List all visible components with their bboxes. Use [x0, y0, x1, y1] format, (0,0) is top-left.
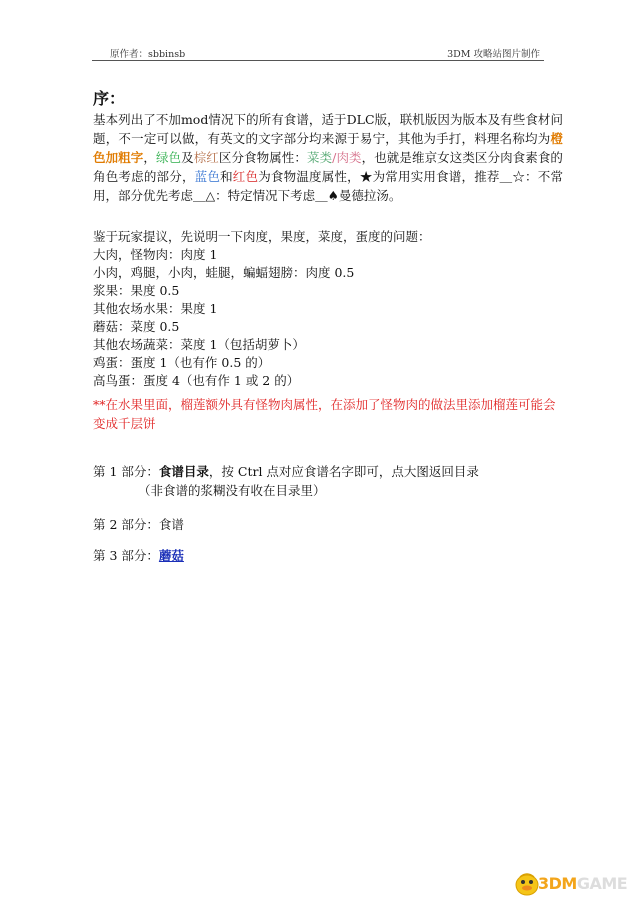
- food-type-legend: 菜类: [306, 150, 333, 165]
- part-1-sub: （非食谱的浆糊没有收在目录里）: [138, 483, 326, 498]
- orange-legend: 橙色加粗字: [93, 131, 563, 165]
- intro-sep: ，: [143, 150, 156, 165]
- part-1: [93, 462, 573, 500]
- recipe-index-title: 食谱目录: [158, 464, 209, 479]
- degree-line: 小肉，鸡腿，小肉，蛙腿，蝙蝠翅膀：肉度 0.5: [93, 265, 355, 280]
- degree-line: 其他农场水果：果度 1: [93, 301, 218, 316]
- degree-line: 其他农场蔬菜：菜度 1（包括胡萝卜）: [93, 337, 305, 352]
- mushroom-link[interactable]: 蘑菇: [158, 548, 184, 563]
- degree-line: 高鸟蛋：蛋度 4（也有作 1 或 2 的）: [93, 373, 300, 388]
- degree-line: 蘑菇：菜度 0.5: [93, 319, 180, 334]
- author-label: 原作者：sbbinsb: [110, 49, 186, 60]
- durian-note: **在水果里面，榴莲额外具有怪物肉属性，在添加了怪物肉的做法里添加榴莲可能会变成千层饼: [93, 397, 556, 431]
- part-2-label: 第 2 部分：: [93, 517, 159, 532]
- type-slash: /: [332, 150, 337, 165]
- source-label: 3DM 攻略站图片制作: [447, 49, 540, 60]
- part-3: [93, 546, 184, 564]
- intro-text-2: 区分食物属性：: [218, 150, 307, 165]
- degree-line: 浆果：果度 0.5: [93, 283, 180, 298]
- page-title: 序：: [93, 89, 126, 108]
- part-2-text: 食谱: [158, 517, 184, 532]
- intro-and-2: 和: [220, 169, 233, 184]
- part-1-desc: ，按 Ctrl 点对应食谱名字即可，点大图返回目录: [208, 464, 479, 479]
- part-2: [93, 515, 184, 533]
- blue-legend: 蓝色: [194, 169, 221, 184]
- intro-paragraph: [93, 110, 563, 205]
- degree-line: 鸡蛋：蛋度 1（也有作 0.5 的）: [93, 355, 271, 370]
- degree-section: [93, 228, 563, 390]
- brown-legend: 棕红: [193, 150, 219, 165]
- intro-text-1: 基本列出了不加mod情况下的所有食谱，适于DLC版，联机版因为版本及有些食材问题，不一定可以做，有英文的文字部分均来源于易宁，其他为手打，料理名称均为: [93, 112, 563, 146]
- part-3-label: 第 3 部分：: [93, 548, 159, 563]
- meat-type-legend: 肉类: [336, 150, 362, 165]
- logo-text: [538, 874, 627, 893]
- part-1-label: 第 1 部分：: [93, 464, 159, 479]
- green-legend: 绿色: [155, 150, 182, 165]
- intro-text-4: 为食物温度属性，★为常用实用食谱，推荐＿☆：不常用，部分优先考虑＿△：特定情况下考虑＿♠曼德拉汤。: [93, 169, 563, 203]
- logo-text-suffix: GAME: [576, 874, 628, 893]
- degree-intro: 鉴于玩家提议，先说明一下肉度，果度，菜度，蛋度的问题：: [93, 229, 431, 244]
- intro-text-3: ，也就是维京女这类区分肉食素食的角色考虑的部分，: [93, 150, 563, 184]
- page-header: [92, 44, 544, 61]
- site-logo: [512, 866, 630, 900]
- red-legend: 红色: [232, 169, 259, 184]
- intro-and-1: 及: [181, 150, 194, 165]
- logo-text-prefix: 3DM: [538, 874, 577, 893]
- degree-line: 大肉，怪物肉：肉度 1: [93, 247, 218, 262]
